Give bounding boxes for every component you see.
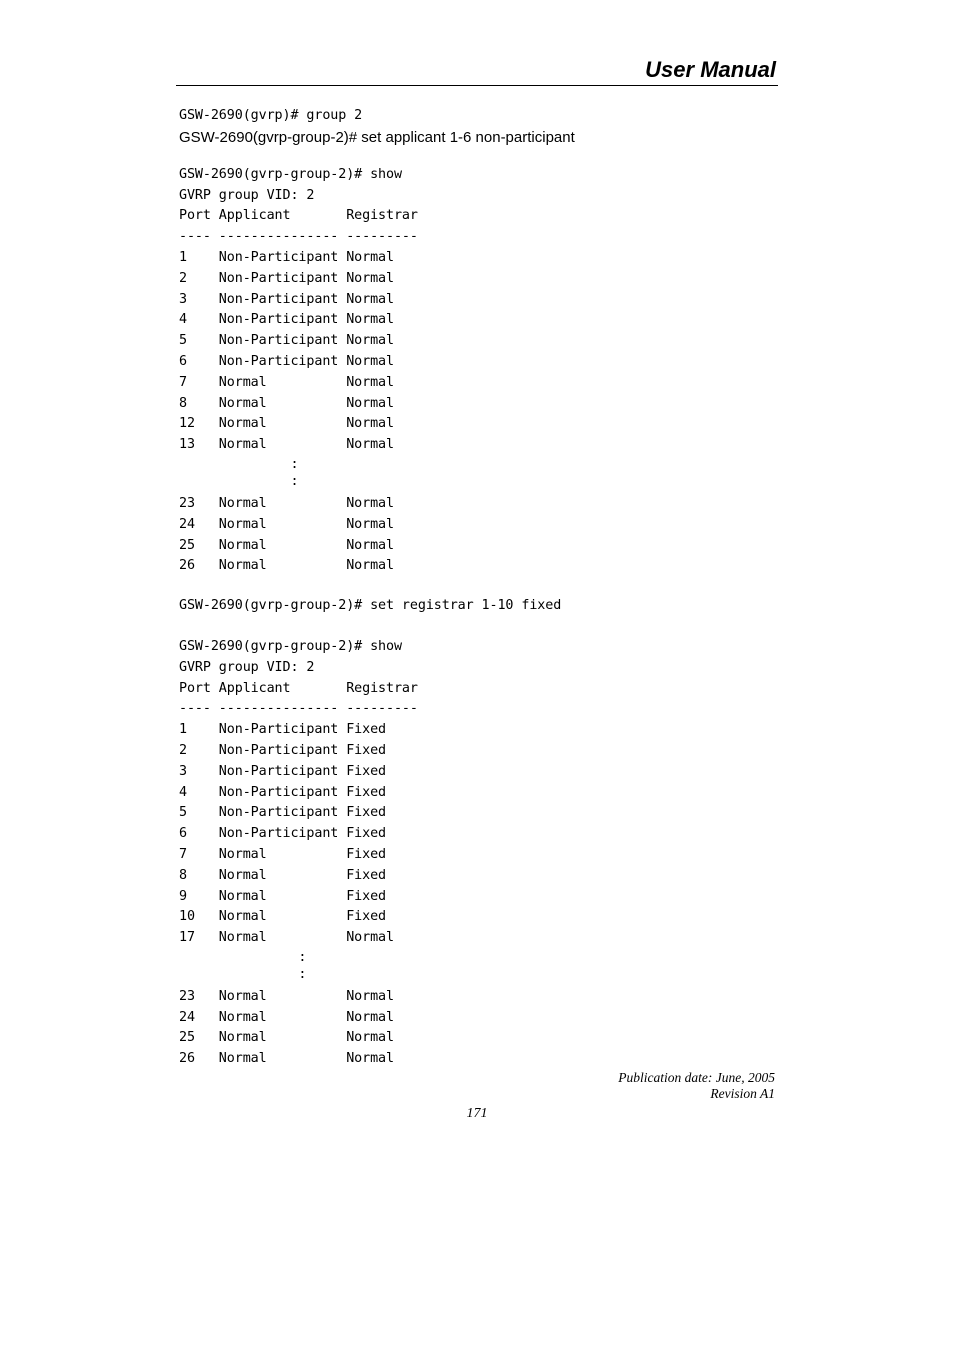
table-row: 26 Normal Normal bbox=[179, 558, 394, 574]
cli-line: GSW-2690(gvrp-group-2)# show bbox=[179, 166, 402, 182]
cli-line: GSW-2690(gvrp-group-2)# show bbox=[179, 638, 402, 654]
table-row: 26 Normal Normal bbox=[179, 1051, 394, 1067]
show-output-block-2 bbox=[179, 637, 779, 1070]
table-separator: ---- --------------- --------- bbox=[179, 701, 418, 717]
revision: Revision A1 bbox=[710, 1086, 775, 1101]
spacer bbox=[179, 617, 779, 637]
cli-line: GVRP group VID: 2 bbox=[179, 659, 315, 675]
table-row: 6 Non-Participant Fixed bbox=[179, 826, 387, 842]
ellipsis-row: : bbox=[179, 966, 307, 982]
spacer bbox=[179, 577, 779, 596]
table-row: 24 Normal Normal bbox=[179, 516, 394, 532]
show-output-block-1 bbox=[179, 165, 779, 577]
publication-date: Publication date: June, 2005 bbox=[618, 1070, 775, 1085]
table-row: 13 Normal Normal bbox=[179, 437, 394, 453]
table-row: 1 Non-Participant Fixed bbox=[179, 722, 387, 738]
table-row: 7 Normal Fixed bbox=[179, 846, 387, 862]
header-rule bbox=[176, 85, 778, 86]
table-row: 25 Normal Normal bbox=[179, 537, 394, 553]
publication-info bbox=[618, 1070, 775, 1102]
table-row: 2 Non-Participant Fixed bbox=[179, 742, 387, 758]
ellipsis-row: : bbox=[179, 949, 307, 965]
cli-line: GVRP group VID: 2 bbox=[179, 187, 315, 203]
table-header: Port Applicant Registrar bbox=[179, 680, 418, 696]
table-row: 1 Non-Participant Normal bbox=[179, 249, 394, 265]
table-row: 24 Normal Normal bbox=[179, 1009, 394, 1025]
set-applicant-command-line: GSW-2690(gvrp-group-2)# set applicant 1-6 non-participant bbox=[179, 128, 575, 146]
table-row: 4 Non-Participant Normal bbox=[179, 312, 394, 328]
table-row: 4 Non-Participant Fixed bbox=[179, 784, 387, 800]
table-row: 8 Normal Normal bbox=[179, 395, 394, 411]
table-row: 5 Non-Participant Normal bbox=[179, 333, 394, 349]
table-row: 3 Non-Participant Normal bbox=[179, 291, 394, 307]
table-row: 12 Normal Normal bbox=[179, 416, 394, 432]
page-number: 171 bbox=[466, 1106, 488, 1121]
table-row: 5 Non-Participant Fixed bbox=[179, 805, 387, 821]
table-row: 3 Non-Participant Fixed bbox=[179, 763, 387, 779]
table-row: 6 Non-Participant Normal bbox=[179, 353, 394, 369]
table-row: 23 Normal Normal bbox=[179, 988, 394, 1004]
set-registrar-command-line: GSW-2690(gvrp-group-2)# set registrar 1-10 fixed bbox=[179, 598, 562, 614]
ellipsis-row: : bbox=[179, 456, 299, 472]
table-row: 7 Normal Normal bbox=[179, 374, 394, 390]
table-row: 23 Normal Normal bbox=[179, 495, 394, 511]
manual-content bbox=[179, 106, 779, 1070]
table-row: 25 Normal Normal bbox=[179, 1030, 394, 1046]
table-row: 10 Normal Fixed bbox=[179, 909, 387, 925]
ellipsis-row: : bbox=[179, 473, 299, 489]
table-separator: ---- --------------- --------- bbox=[179, 229, 418, 245]
table-row: 2 Non-Participant Normal bbox=[179, 270, 394, 286]
table-row: 17 Normal Normal bbox=[179, 930, 394, 946]
table-header: Port Applicant Registrar bbox=[179, 208, 418, 224]
table-row: 8 Normal Fixed bbox=[179, 867, 387, 883]
spacer bbox=[179, 148, 779, 165]
table-row: 9 Normal Fixed bbox=[179, 888, 387, 904]
document-title: User Manual bbox=[645, 57, 776, 82]
group-command-line: GSW-2690(gvrp)# group 2 bbox=[179, 108, 363, 123]
